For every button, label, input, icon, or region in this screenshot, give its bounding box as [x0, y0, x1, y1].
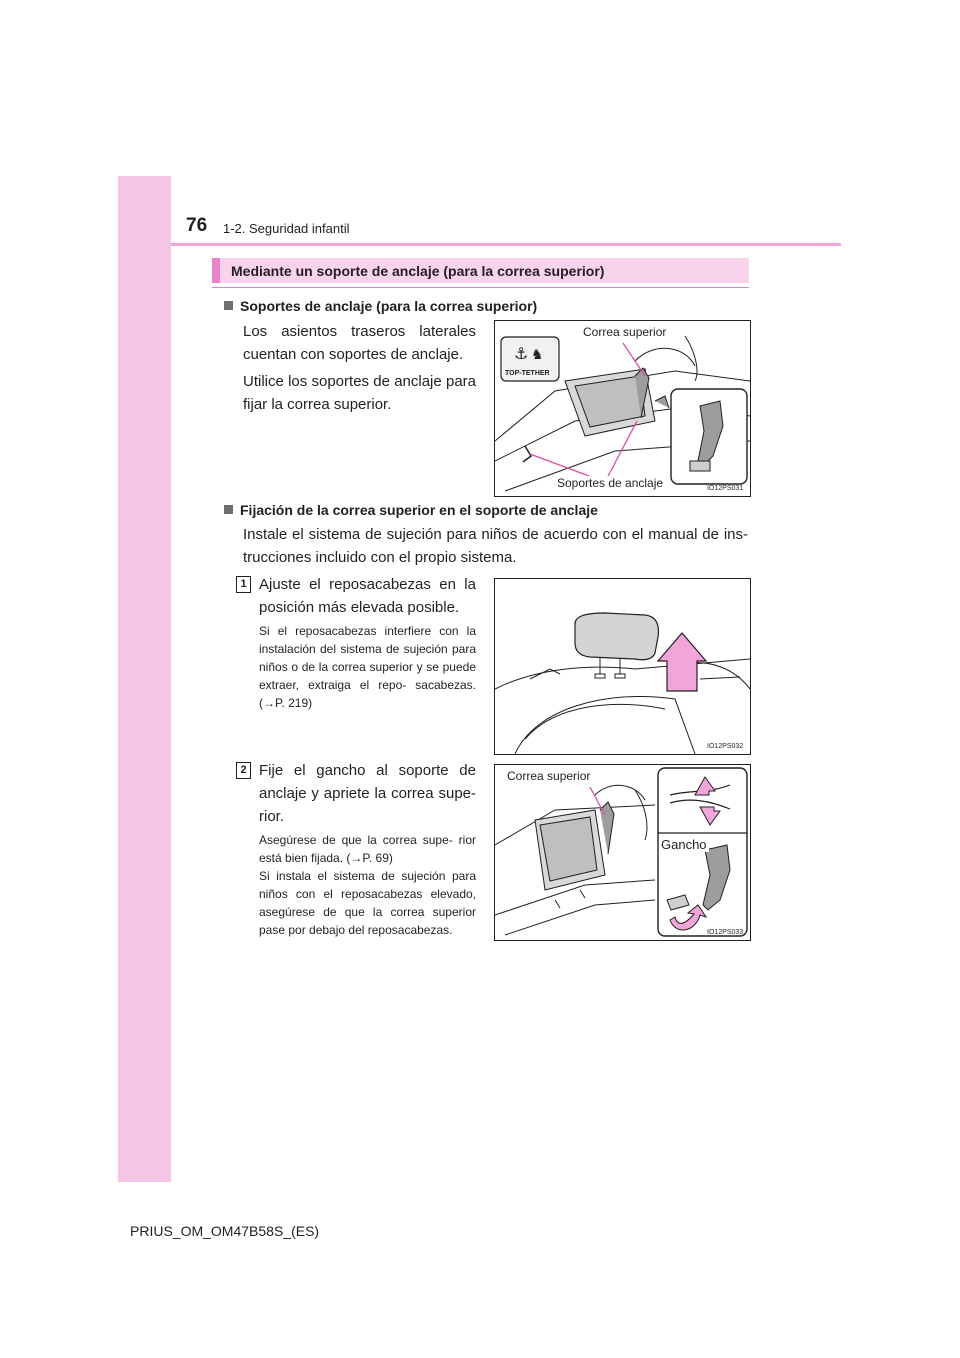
figure-anchor-brackets — [494, 320, 751, 497]
seat-anchor-illustration — [495, 321, 750, 496]
attach-intro: Instale el sistema de sujeción para niños de acuerdo con el manual de ins- trucciones incluido con el propio sistema. — [243, 526, 748, 566]
subsection-heading-anchors: Soportes de anclaje (para la correa superior) — [224, 298, 537, 314]
step-2-note-1: Asegúrese de que la correa supe- rior está bien fijada. (→P. 69) — [259, 833, 476, 865]
chapter-sidebar-tab — [118, 176, 171, 1182]
figure-id: IO12PS033 — [707, 929, 744, 936]
figure-headrest — [494, 578, 751, 755]
page-number: 76 — [186, 215, 208, 236]
figure-hook-attach — [494, 764, 751, 941]
bullet-square-icon — [224, 505, 233, 514]
section-title: Mediante un soporte de anclaje (para la correa superior) — [231, 263, 605, 279]
step-2-text: Fije el gancho al soporte de anclaje y apriete la correa supe- rior. — [259, 762, 476, 825]
figure-id: IO12PS032 — [707, 743, 744, 750]
svg-text:♞: ♞ — [531, 347, 544, 363]
label-hook: Gancho — [661, 837, 707, 852]
step-2-note-2: Si instala el sistema de sujeción para niños con el reposacabezas elevado, asegúrese de que la correa superior pase por debajo del reposacabezas. — [259, 869, 476, 937]
hook-attach-illustration — [495, 765, 750, 940]
section-title-bar — [212, 258, 749, 283]
figure-id: IO12PS031 — [707, 485, 744, 492]
label-anchor-brackets: Soportes de anclaje — [557, 476, 664, 490]
label-top-strap: Correa superior — [583, 325, 667, 339]
subsection-heading-attach: Fijación de la correa superior en el soporte de anclaje — [224, 502, 598, 518]
label-top-strap: Correa superior — [507, 769, 591, 783]
document-footer: PRIUS_OM_OM47B58S_(ES) — [130, 1223, 320, 1239]
step-number-1: 1 — [236, 576, 251, 593]
step-1-text: Ajuste el reposacabezas en la posición más elevada posible. — [259, 576, 476, 616]
chapter-title: 1-2. Seguridad infantil — [223, 221, 350, 236]
header-rule — [171, 243, 841, 246]
headrest-raise-illustration — [495, 579, 750, 754]
anchors-paragraph-2: Utilice los soportes de anclaje para fijar la correa superior. — [243, 373, 476, 413]
step-number-2: 2 — [236, 762, 251, 779]
anchors-paragraph-1: Los asientos traseros laterales cuentan con soportes de anclaje. — [243, 323, 476, 363]
svg-text:TOP-TETHER: TOP-TETHER — [505, 370, 550, 377]
section-rule — [212, 287, 749, 288]
bullet-square-icon — [224, 301, 233, 310]
svg-text:⚓: ⚓ — [514, 344, 529, 363]
step-1-note: Si el reposacabezas interfiere con la instalación del sistema de sujeción para niños o de la correa superior y se puede extraer, extraiga el repo- sacabezas. (→P. 219) — [259, 624, 476, 710]
